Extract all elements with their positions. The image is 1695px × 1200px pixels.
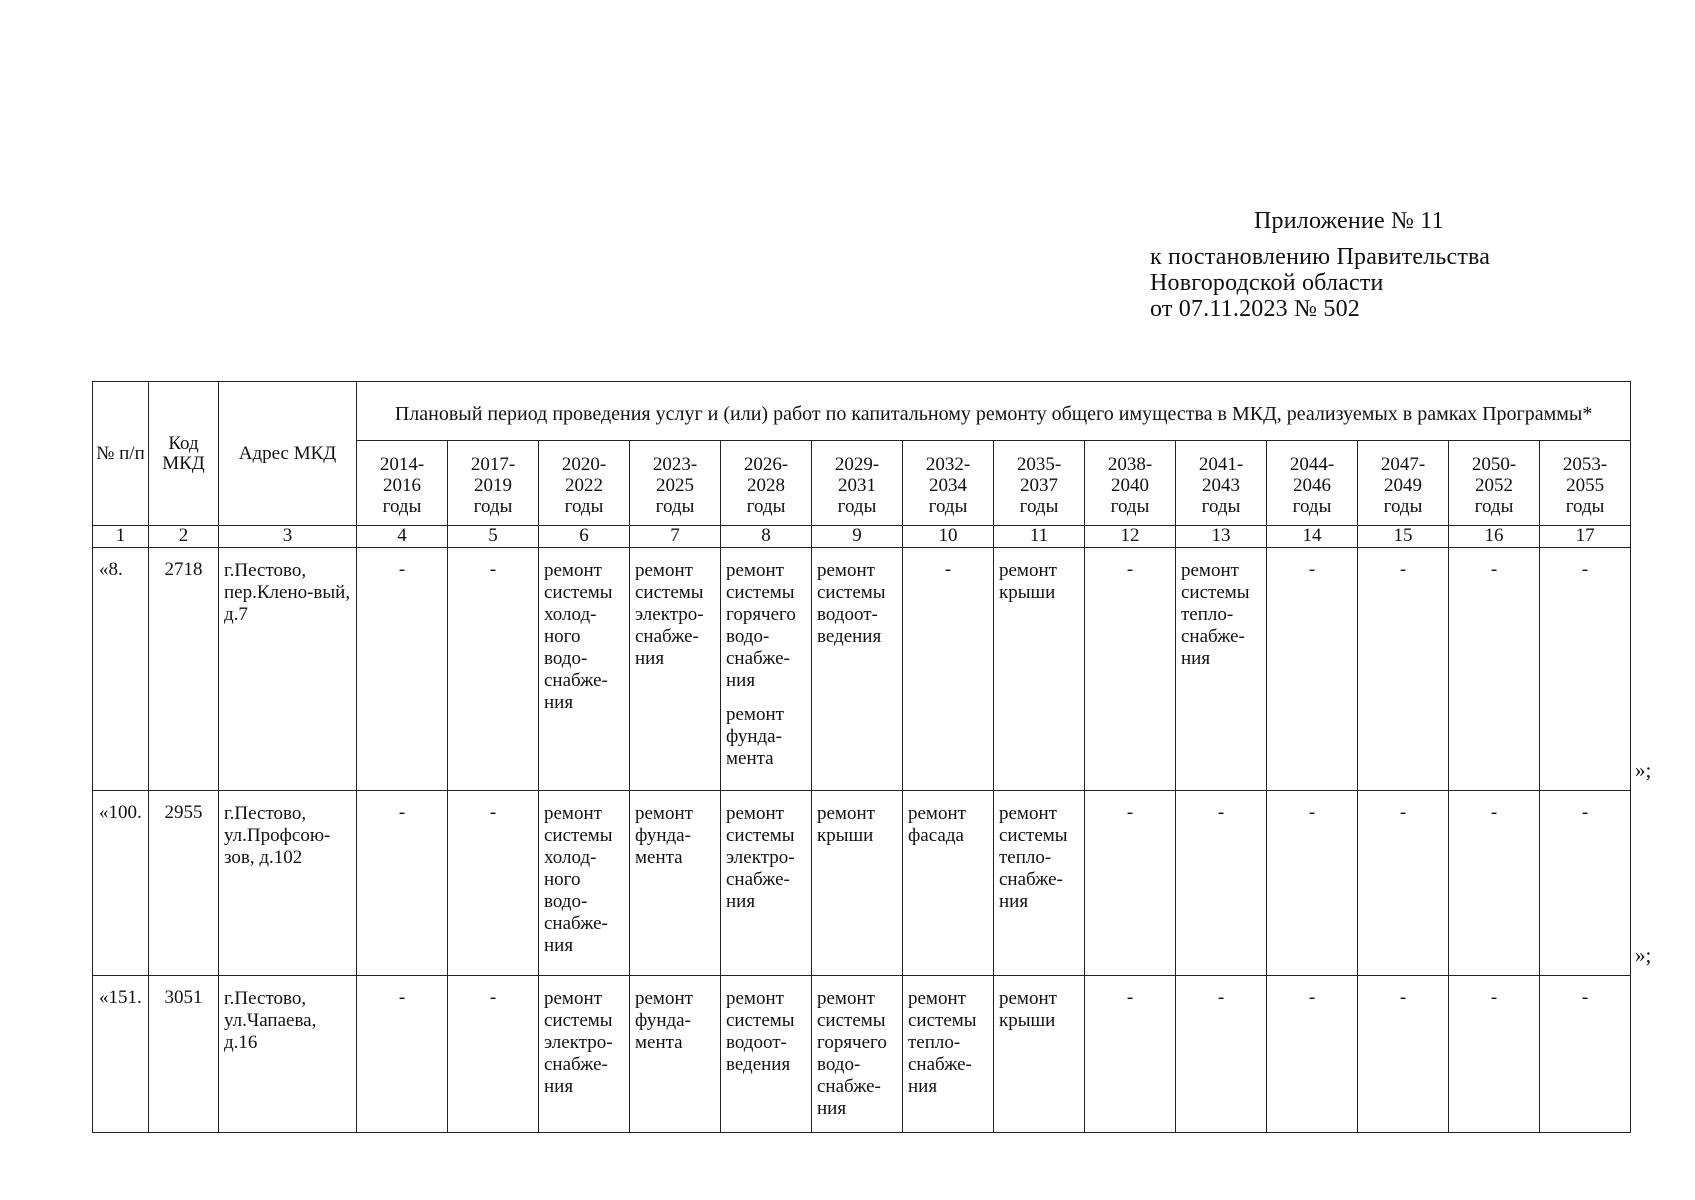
work-item: ремонт крыши [999, 560, 1057, 603]
no-work-dash: - [1308, 987, 1316, 1008]
no-work-dash: - [489, 802, 497, 823]
column-index: 8 [721, 526, 812, 548]
work-item: ремонт системы горячего водо-снабже-ния [817, 988, 887, 1119]
period-cell [1449, 548, 1540, 791]
no-work-dash: - [398, 802, 406, 823]
header-code: Код МКД [149, 382, 219, 526]
period-cell [448, 791, 539, 976]
period-cell [903, 976, 994, 1133]
period-cell [1449, 976, 1540, 1133]
period-cell [1449, 791, 1540, 976]
column-index: 7 [630, 526, 721, 548]
header-num: № п/п [93, 382, 149, 526]
column-index: 17 [1540, 526, 1631, 548]
period-cell [1176, 791, 1267, 976]
period-cell [1176, 976, 1267, 1133]
no-work-dash: - [1399, 802, 1407, 823]
period-header: 2020- 2022 годы [539, 441, 630, 526]
period-cell [539, 548, 630, 791]
work-item: ремонт системы тепло-снабже-ния [1181, 560, 1250, 669]
appendix-line-2: Новгородской области [1150, 270, 1384, 296]
appendix-line-1: к постановлению Правительства [1150, 244, 1491, 270]
table-row [93, 791, 1631, 976]
appendix-line-3: от 07.11.2023 № 502 [1150, 296, 1360, 322]
work-item: ремонт системы электро-снабже-ния [726, 803, 795, 912]
column-index: 5 [448, 526, 539, 548]
building-code: 2955 [149, 791, 219, 976]
table-row [93, 548, 1631, 791]
period-cell [1358, 791, 1449, 976]
period-header-text: Плановый период проведения услуг и (или) работ по капитальному ремонту общего имущества в МКД, реализуемых в рамках Программы* [394, 402, 1593, 425]
column-index: 1 [93, 526, 149, 548]
period-cell [994, 548, 1085, 791]
period-cell [539, 791, 630, 976]
column-index: 12 [1085, 526, 1176, 548]
column-index: 4 [357, 526, 448, 548]
no-work-dash: - [398, 559, 406, 580]
building-address: г.Пестово, пер.Клено-вый, д.7 [219, 548, 357, 791]
period-cell [1085, 791, 1176, 976]
row-closing-mark: »; [1635, 758, 1652, 782]
header-period-group [357, 382, 1631, 441]
column-index: 15 [1358, 526, 1449, 548]
period-cell [721, 548, 812, 791]
period-header: 2014- 2016 годы [357, 441, 448, 526]
period-cell [903, 548, 994, 791]
row-closing-mark: »; [1635, 943, 1652, 967]
period-header: 2026- 2028 годы [721, 441, 812, 526]
no-work-dash: - [489, 559, 497, 580]
no-work-dash: - [1308, 559, 1316, 580]
period-cell [994, 791, 1085, 976]
period-header: 2053- 2055 годы [1540, 441, 1631, 526]
period-cell [1358, 976, 1449, 1133]
period-cell [1267, 548, 1358, 791]
no-work-dash: - [1217, 987, 1225, 1008]
no-work-dash: - [1581, 987, 1589, 1008]
work-item: ремонт системы водоот-ведения [817, 560, 886, 647]
period-cell [1085, 548, 1176, 791]
period-cell [721, 791, 812, 976]
no-work-dash: - [1308, 802, 1316, 823]
period-cell [539, 976, 630, 1133]
work-item: ремонт фасада [908, 803, 966, 846]
no-work-dash: - [1490, 987, 1498, 1008]
column-index: 11 [994, 526, 1085, 548]
row-number: «151. [93, 976, 149, 1133]
work-item: ремонт крыши [817, 803, 875, 846]
period-cell [812, 976, 903, 1133]
no-work-dash: - [1126, 559, 1134, 580]
period-cell [630, 791, 721, 976]
column-index: 3 [219, 526, 357, 548]
period-cell [1540, 791, 1631, 976]
repair-schedule-table [92, 381, 1631, 1133]
building-address: г.Пестово, ул.Чапаева, д.16 [219, 976, 357, 1133]
appendix-header [1150, 208, 1490, 322]
header-address: Адрес МКД [219, 382, 357, 526]
no-work-dash: - [1581, 559, 1589, 580]
building-address: г.Пестово, ул.Профсою-зов, д.102 [219, 791, 357, 976]
work-item: ремонт системы тепло-снабже-ния [908, 988, 977, 1097]
no-work-dash: - [489, 987, 497, 1008]
period-cell [448, 548, 539, 791]
period-cell [1267, 791, 1358, 976]
no-work-dash: - [1581, 802, 1589, 823]
column-index: 16 [1449, 526, 1540, 548]
period-cell [1540, 976, 1631, 1133]
column-index: 6 [539, 526, 630, 548]
period-cell [1176, 548, 1267, 791]
column-index: 9 [812, 526, 903, 548]
row-number: «8. [93, 548, 149, 791]
appendix-title: Приложение № 11 [1254, 208, 1444, 234]
period-header: 2038- 2040 годы [1085, 441, 1176, 526]
work-item: ремонт системы электро-снабже-ния [635, 560, 704, 669]
period-cell [357, 548, 448, 791]
period-cell [721, 976, 812, 1133]
period-header: 2023- 2025 годы [630, 441, 721, 526]
column-index: 10 [903, 526, 994, 548]
work-item: ремонт крыши [999, 988, 1057, 1031]
column-index: 13 [1176, 526, 1267, 548]
no-work-dash: - [1217, 802, 1225, 823]
work-item: ремонт системы холод-ного водо-снабже-ния [544, 560, 613, 713]
period-cell [357, 976, 448, 1133]
work-item: ремонт фунда-мента [726, 704, 784, 769]
period-cell [1085, 976, 1176, 1133]
period-header: 2050- 2052 годы [1449, 441, 1540, 526]
no-work-dash: - [1126, 802, 1134, 823]
period-header: 2029- 2031 годы [812, 441, 903, 526]
row-number: «100. [93, 791, 149, 976]
no-work-dash: - [1490, 559, 1498, 580]
no-work-dash: - [1399, 559, 1407, 580]
work-item: ремонт системы горячего водо-снабже-ния [726, 560, 796, 691]
work-item: ремонт фунда-мента [635, 988, 693, 1053]
period-cell [630, 976, 721, 1133]
no-work-dash: - [944, 559, 952, 580]
period-cell [1358, 548, 1449, 791]
period-cell [903, 791, 994, 976]
period-header: 2017- 2019 годы [448, 441, 539, 526]
period-cell [812, 548, 903, 791]
work-item: ремонт системы водоот-ведения [726, 988, 795, 1075]
building-code: 3051 [149, 976, 219, 1133]
period-cell [1267, 976, 1358, 1133]
period-header: 2032- 2034 годы [903, 441, 994, 526]
no-work-dash: - [398, 987, 406, 1008]
work-item: ремонт системы тепло-снабже-ния [999, 803, 1068, 912]
period-cell [1540, 548, 1631, 791]
work-item: ремонт фунда-мента [635, 803, 693, 868]
work-item: ремонт системы электро-снабже-ния [544, 988, 613, 1097]
period-header: 2047- 2049 годы [1358, 441, 1449, 526]
period-header: 2044- 2046 годы [1267, 441, 1358, 526]
period-cell [357, 791, 448, 976]
column-index: 2 [149, 526, 219, 548]
no-work-dash: - [1490, 802, 1498, 823]
no-work-dash: - [1399, 987, 1407, 1008]
period-cell [630, 548, 721, 791]
period-header: 2035- 2037 годы [994, 441, 1085, 526]
period-header: 2041- 2043 годы [1176, 441, 1267, 526]
period-cell [812, 791, 903, 976]
period-cell [994, 976, 1085, 1133]
work-item: ремонт системы холод-ного водо-снабже-ния [544, 803, 613, 956]
table-row [93, 976, 1631, 1133]
building-code: 2718 [149, 548, 219, 791]
column-index: 14 [1267, 526, 1358, 548]
no-work-dash: - [1126, 987, 1134, 1008]
period-cell [448, 976, 539, 1133]
